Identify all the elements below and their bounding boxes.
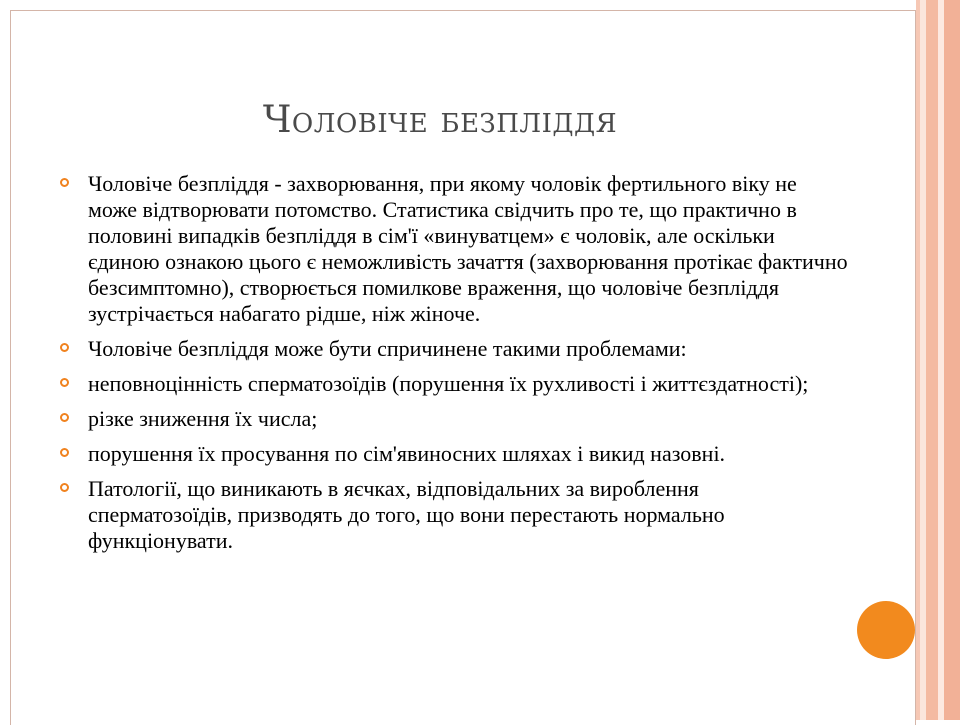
bullet-circle-icon	[60, 378, 69, 387]
list-item	[58, 371, 848, 397]
decorative-stripes	[916, 0, 960, 720]
bullet-circle-icon	[60, 343, 69, 352]
bullet-text: Патології, що виникають в яєчках, відповідальних за вироблення сперматозоїдів, призводять до того, що вони перестають нормально функціонувати.	[88, 476, 725, 553]
decorative-orb	[857, 601, 915, 659]
bullet-list	[58, 171, 848, 563]
bullet-circle-icon	[60, 413, 69, 422]
bullet-text: порушення їх просування по сім'явиносних шляхах і викид назовні.	[88, 441, 726, 466]
bullet-circle-icon	[60, 178, 69, 187]
bullet-circle-icon	[60, 483, 69, 492]
stripe	[944, 0, 960, 720]
list-item	[58, 476, 848, 554]
bullet-text: неповноцінність сперматозоїдів (порушення їх рухливості і життєздатності);	[88, 371, 809, 396]
stripe	[926, 0, 938, 720]
list-item	[58, 336, 848, 362]
bullet-text: Чоловіче безпліддя може бути спричинене такими проблемами:	[88, 336, 687, 361]
bullet-text: різке зниження їх числа;	[88, 406, 318, 431]
list-item	[58, 171, 848, 327]
list-item	[58, 441, 848, 467]
slide-title: Чоловіче безпліддя	[262, 98, 618, 141]
list-item	[58, 406, 848, 432]
bullet-text: Чоловіче безпліддя - захворювання, при якому чоловік фертильного віку не може відтворювати потомство. Статистика свідчить про те, що практично в половині випадків безпліддя в сім'ї «винуватцем» є чоловік, але оскільки єдиною ознакою цього є неможливість зачаття (захворювання протікає фактично безсимптомно), створюється помилкове враження, що чоловіче безпліддя зустрічається набагато рідше, ніж жіноче.	[88, 171, 848, 326]
bullet-circle-icon	[60, 448, 69, 457]
